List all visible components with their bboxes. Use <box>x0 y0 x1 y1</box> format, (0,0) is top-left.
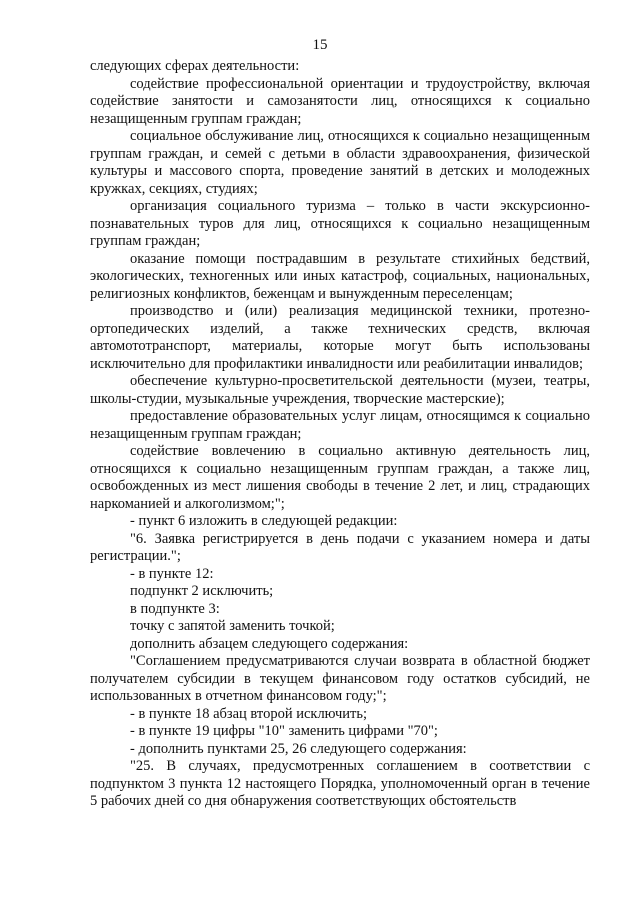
paragraph: "6. Заявка регистрируется в день подачи с указанием номера и даты регистрации."; <box>90 530 590 564</box>
paragraph: дополнить абзацем следующего содержания: <box>130 635 409 652</box>
paragraph: - пункт 6 изложить в следующей редакции: <box>130 513 398 529</box>
page-number: 15 <box>312 37 328 53</box>
paragraph: "Соглашением предусматриваются случаи возврата в областной бюджет получателем субсидии в текущем финансовом году остатков субсидий, не использованных в отчетном финансовом году;"; <box>90 653 590 704</box>
paragraph: - в пункте 19 цифры "10" заменить цифрами "70"; <box>130 723 438 739</box>
paragraph: - дополнить пунктами 25, 26 следующего содержания: <box>130 740 467 757</box>
paragraph: - в пункте 18 абзац второй исключить; <box>130 705 367 722</box>
document-body <box>90 58 590 811</box>
paragraph: содействие профессиональной ориентации и трудоустройству, включая содействие занятости и самозанятости лиц, относящихся к социально незащищенным группам граждан; <box>90 75 590 127</box>
paragraph: социальное обслуживание лиц, относящихся к социально незащищенным группам граждан, и семей с детьми в области здравоохранения, физической культуры и массового спорта, проведение занятий в детских и молодежных кружках, секциях, студиях; <box>90 128 590 197</box>
paragraph: подпункт 2 исключить; <box>130 583 274 599</box>
paragraph: "25. В случаях, предусмотренных соглашением в соответствии с подпунктом 3 пункта 12 настоящего Порядка, уполномоченный орган в течение 5 рабочих дней со дня обнаружения соответствующих обстоятельств <box>90 758 590 809</box>
paragraph: обеспечение культурно-просветительской деятельности (музеи, театры, школы-студии, музыкальные учреждения, творческие мастерские); <box>90 373 590 407</box>
paragraph: оказание помощи пострадавшим в результате стихийных бедствий, экологических, техногенных или иных катастроф, социальных, национальных, религиозных конфликтов, беженцам и вынужденным переселенцам; <box>90 250 590 302</box>
paragraph: предоставление образовательных услуг лицам, относящимся к социально незащищенным группам граждан; <box>90 408 590 442</box>
paragraph: - в пункте 12: <box>130 565 214 582</box>
paragraph: в подпункте 3: <box>130 600 220 617</box>
paragraph: производство и (или) реализация медицинской техники, протезно-ортопедических изделий, а также технических средств, включая автомототранспорт, материалы, которые могут быть использованы исключительно для профилактики инвалидности или реабилитации инвалидов; <box>90 303 590 372</box>
paragraph: следующих сферах деятельности: <box>90 58 300 74</box>
paragraph: точку с запятой заменить точкой; <box>130 618 335 634</box>
paragraph: содействие вовлечению в социально активную деятельность лиц, относящихся к социально незащищенным группам граждан, а также лиц, освобожденных из мест лишения свободы в течение 2 лет, и лиц, страдающих наркоманией и алкоголизмом;"; <box>90 443 590 512</box>
paragraph: организация социального туризма – только в части экскурсионно-познавательных туров для лиц, относящихся к социально незащищенным группам граждан; <box>90 198 590 249</box>
